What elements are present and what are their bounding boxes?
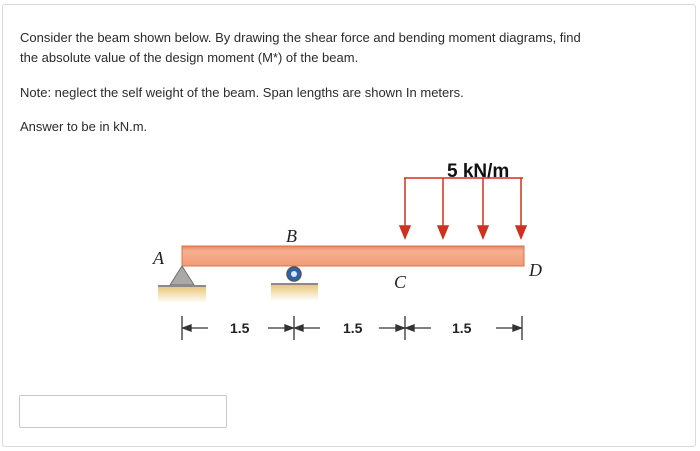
span-bc-label: 1.5 (343, 320, 363, 336)
load-label: 5 kN/m (447, 161, 510, 182)
question-line-1: Consider the beam shown below. By drawing the shear force and bending moment diagrams, find (20, 30, 581, 45)
point-b-label: B (286, 226, 297, 246)
roller-support-b (271, 267, 318, 301)
point-d-label: D (529, 260, 542, 280)
pin-support-a (158, 266, 206, 303)
span-ab-label: 1.5 (230, 320, 250, 336)
answer-input[interactable] (19, 395, 227, 428)
point-a-label: A (153, 248, 164, 268)
units-text: Answer to be in kN.m. (20, 119, 148, 134)
note-text: Note: neglect the self weight of the beam. Span lengths are shown In meters. (20, 85, 464, 100)
span-cd-label: 1.5 (452, 320, 472, 336)
question-line-2: the absolute value of the design moment (M*) of the beam. (20, 50, 359, 65)
beam (182, 246, 524, 266)
load-arrows (400, 178, 526, 238)
distributed-load (400, 161, 526, 238)
point-c-label: C (394, 272, 407, 292)
